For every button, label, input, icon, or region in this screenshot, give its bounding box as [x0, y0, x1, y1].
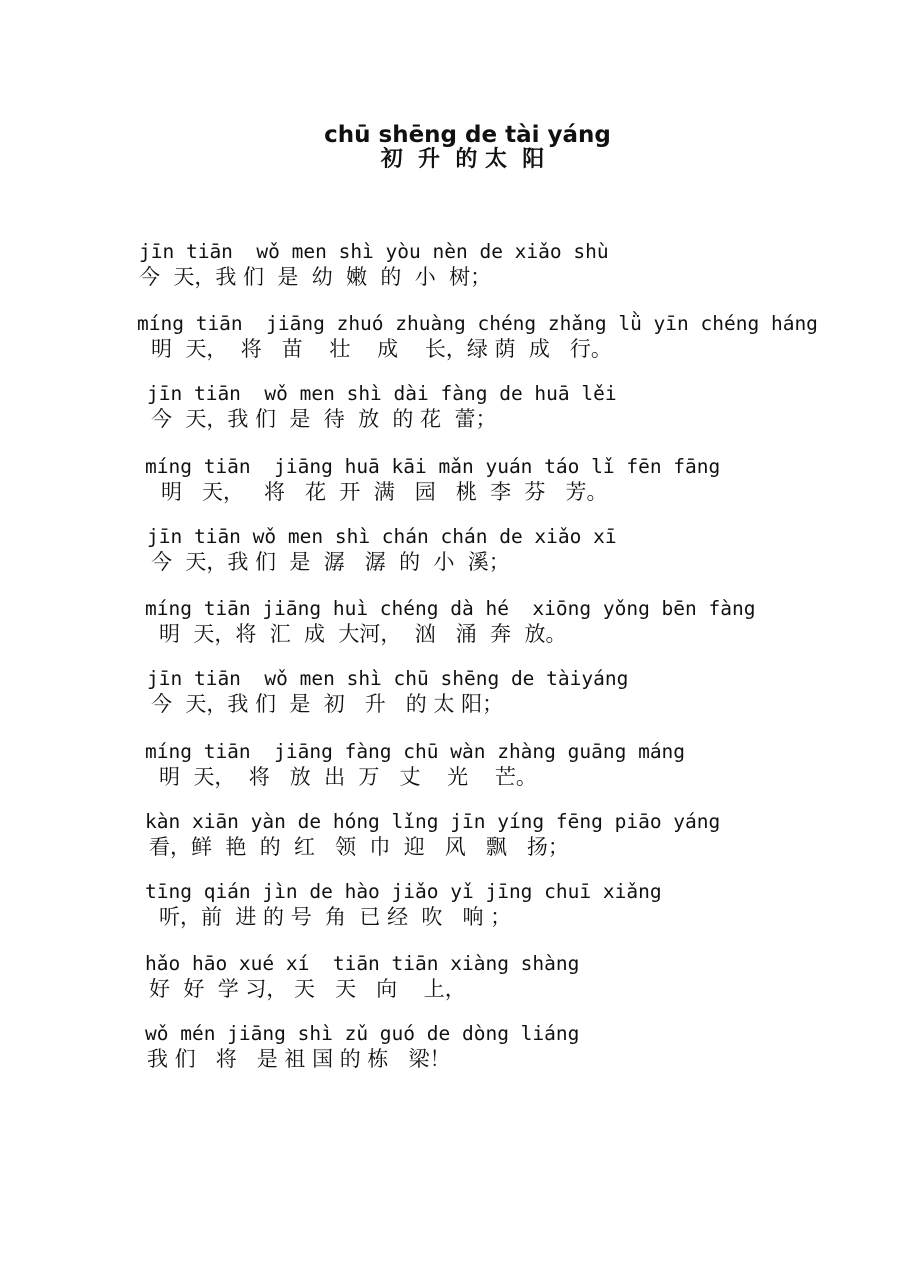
- hanzi-line: 明 天， 将 放 出 万 丈 光 芒。: [159, 765, 537, 789]
- pinyin-line: míng tiān jiāng huì chéng dà hé xiōng yǒng bēn fàng: [145, 597, 756, 620]
- hanzi-line: 今 天，我 们 是 初 升 的 太 阳；: [151, 692, 504, 716]
- pinyin-line: wǒ mén jiāng shì zǔ guó de dòng liáng: [145, 1022, 580, 1045]
- hanzi-line: 好 好 学 习， 天 天 向 上，: [149, 977, 466, 1001]
- hanzi-line: 看，鲜 艳 的 红 领 巾 迎 风 飘 扬；: [149, 835, 569, 859]
- poem-line: [145, 740, 905, 790]
- hanzi-line: 明 天， 将 苗 壮 成 长，绿 荫 成 行。: [151, 337, 612, 361]
- poem-title: [0, 122, 905, 172]
- pinyin-line: kàn xiān yàn de hóng lǐng jīn yíng fēng piāo yáng: [145, 810, 721, 833]
- pinyin-line: tīng qián jìn de hào jiǎo yǐ jīng chuī xiǎng: [145, 880, 662, 903]
- poem-line: [145, 952, 905, 1002]
- poem-line: [145, 1022, 905, 1072]
- pinyin-line: míng tiān jiāng huā kāi mǎn yuán táo lǐ fēn fāng: [145, 455, 721, 478]
- pinyin-line: jīn tiān wǒ men shì chū shēng de tàiyáng: [147, 667, 629, 690]
- poem-line: [145, 597, 905, 647]
- pinyin-line: jīn tiān wǒ men shì chán chán de xiǎo xī: [147, 525, 617, 548]
- hanzi-line: 今 天，我 们 是 潺 潺 的 小 溪；: [151, 550, 510, 574]
- pinyin-line: jīn tiān wǒ men shì dài fàng de huā lěi: [147, 382, 617, 405]
- title-hanzi: 初 升 的 太 阳: [380, 147, 545, 172]
- poem-line: [145, 455, 905, 505]
- poem-line: [145, 880, 905, 930]
- hanzi-line: 明 天，将 汇 成 大河， 汹 涌 奔 放。: [159, 622, 567, 646]
- hanzi-line: 明 天， 将 花 开 满 园 桃 李 芬 芳。: [161, 480, 608, 504]
- poem-line: [139, 240, 905, 290]
- poem-line: [147, 667, 905, 717]
- poem-line: [137, 312, 905, 362]
- hanzi-line: 今 天，我 们 是 幼 嫩 的 小 树；: [139, 265, 492, 289]
- pinyin-line: hǎo hāo xué xí tiān tiān xiàng shàng: [145, 952, 580, 975]
- title-pinyin: chū shēng de tài yáng: [324, 122, 611, 148]
- poem-line: [147, 525, 905, 575]
- hanzi-line: 听，前 进 的 号 角 已 经 吹 响 ；: [159, 905, 512, 929]
- pinyin-line: míng tiān jiāng fàng chū wàn zhàng guāng máng: [145, 740, 686, 763]
- pinyin-line: jīn tiān wǒ men shì yòu nèn de xiǎo shù: [139, 240, 609, 263]
- hanzi-line: 我 们 将 是 祖 国 的 栋 梁！: [147, 1047, 451, 1071]
- pinyin-line: míng tiān jiāng zhuó zhuàng chéng zhǎng lǜ yīn chéng háng: [137, 312, 818, 335]
- poem-line: [145, 810, 905, 860]
- poem-line: [147, 382, 905, 432]
- hanzi-line: 今 天，我 们 是 待 放 的 花 蕾；: [151, 407, 497, 431]
